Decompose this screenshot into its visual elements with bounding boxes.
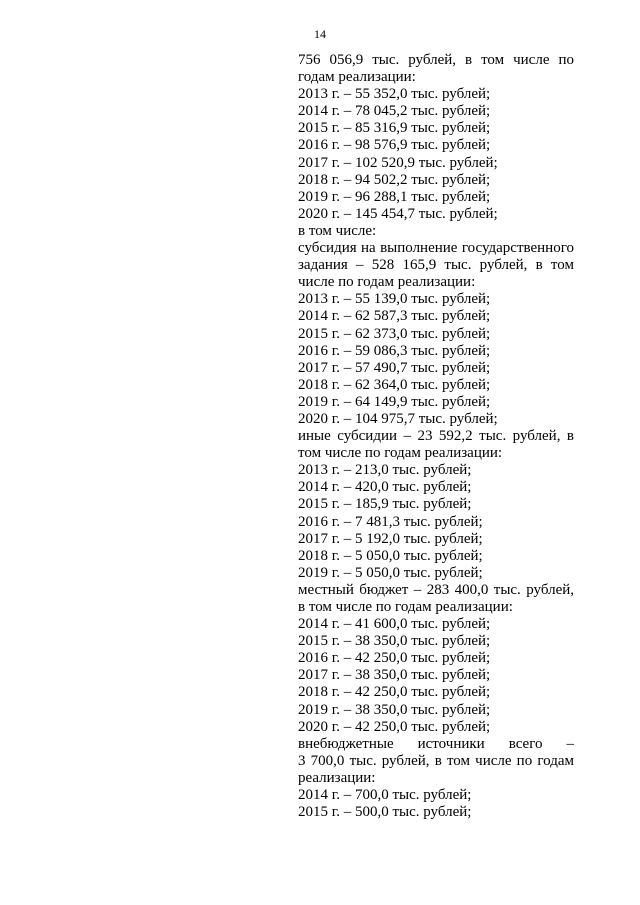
text-line: 2013 г. – 213,0 тыс. рублей; — [298, 462, 472, 479]
text-line: 2016 г. – 42 250,0 тыс. рублей; — [298, 650, 491, 667]
text-line: 2015 г. – 185,9 тыс. рублей; — [298, 496, 472, 513]
text-line: 2019 г. – 64 149,9 тыс. рублей; — [298, 393, 491, 410]
text-word: всего — [508, 735, 543, 752]
text-line: 2015 г. – 38 350,0 тыс. рублей; — [298, 633, 491, 650]
text-line — [298, 736, 574, 753]
text-line: 2018 г. – 62 364,0 тыс. рублей; — [298, 376, 491, 393]
text-line: 2015 г. – 85 316,9 тыс. рублей; — [298, 120, 491, 137]
text-line: в том числе: — [298, 222, 377, 239]
text-line: 2018 г. – 94 502,2 тыс. рублей; — [298, 171, 491, 188]
text-line: 2020 г. – 42 250,0 тыс. рублей; — [298, 718, 491, 735]
text-line: 2017 г. – 57 490,7 тыс. рублей; — [298, 359, 491, 376]
text-line: 2014 г. – 41 600,0 тыс. рублей; — [298, 616, 491, 633]
text-line: 2014 г. – 700,0 тыс. рублей; — [298, 787, 472, 804]
text-line: 2015 г. – 62 373,0 тыс. рублей; — [298, 325, 491, 342]
text-line: 2016 г. – 98 576,9 тыс. рублей; — [298, 137, 491, 154]
text-line: 2014 г. – 78 045,2 тыс. рублей; — [298, 103, 491, 120]
text-line: 2019 г. – 38 350,0 тыс. рублей; — [298, 701, 491, 718]
text-line: 2019 г. – 5 050,0 тыс. рублей; — [298, 564, 483, 581]
text-word: – — [566, 735, 574, 752]
text-line: 2019 г. – 96 288,1 тыс. рублей; — [298, 188, 491, 205]
text-line: 2013 г. – 55 139,0 тыс. рублей; — [298, 291, 491, 308]
text-line: 2017 г. – 102 520,9 тыс. рублей; — [298, 154, 498, 171]
text-word: внебюджетные — [298, 735, 394, 752]
text-line: 2016 г. – 59 086,3 тыс. рублей; — [298, 342, 491, 359]
text-line: местный бюджет – 283 400,0 тыс. рублей, в том числе по годам реализации: — [298, 581, 574, 615]
text-line: 756 056,9 тыс. рублей, в том числе по годам реализации: — [298, 52, 574, 86]
text-word: источники — [417, 735, 485, 752]
text-line: 2020 г. – 145 454,7 тыс. рублей; — [298, 205, 498, 222]
text-line: 2018 г. – 42 250,0 тыс. рублей; — [298, 684, 491, 701]
text-line: 2020 г. – 104 975,7 тыс. рублей; — [298, 410, 498, 427]
text-line: 2018 г. – 5 050,0 тыс. рублей; — [298, 547, 483, 564]
text-line: 2014 г. – 62 587,3 тыс. рублей; — [298, 308, 491, 325]
text-line: субсидия на выполнение государственного задания – 528 165,9 тыс. рублей, в том числе по годам реализации: — [298, 240, 574, 291]
text-line: 3 700,0 тыс. рублей, в том числе по годам реализации: — [298, 752, 574, 786]
document-text-column — [298, 52, 574, 821]
text-line: 2014 г. – 420,0 тыс. рублей; — [298, 479, 472, 496]
text-line: 2017 г. – 5 192,0 тыс. рублей; — [298, 530, 483, 547]
text-line: 2015 г. – 500,0 тыс. рублей; — [298, 804, 472, 821]
page-number: 14 — [314, 27, 326, 41]
text-line: иные субсидии – 23 592,2 тыс. рублей, в том числе по годам реализации: — [298, 428, 574, 462]
text-line: 2016 г. – 7 481,3 тыс. рублей; — [298, 513, 483, 530]
text-line: 2017 г. – 38 350,0 тыс. рублей; — [298, 667, 491, 684]
text-line: 2013 г. – 55 352,0 тыс. рублей; — [298, 86, 491, 103]
